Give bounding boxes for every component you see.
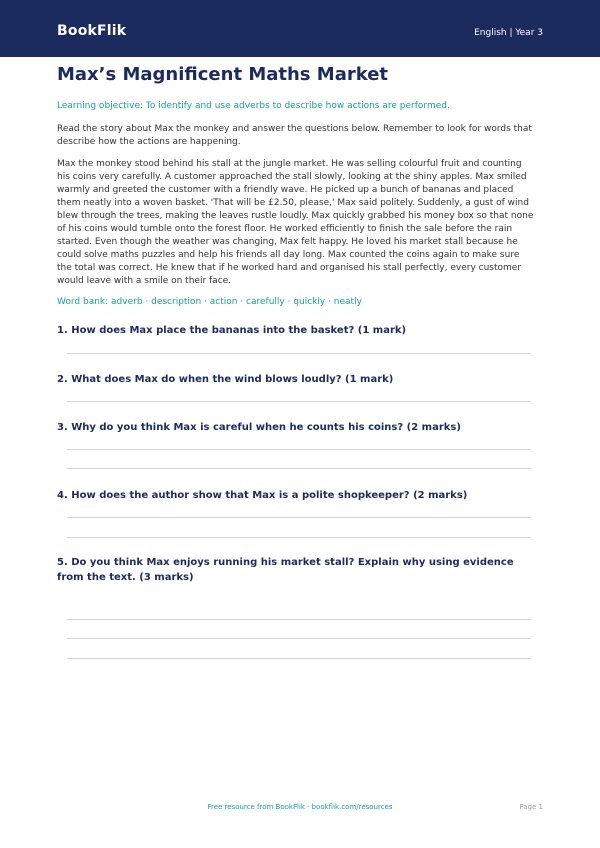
answer-line[interactable]: [67, 537, 531, 538]
question-3: 3. Why do you think Max is careful when he counts his coins? (2 marks): [57, 422, 461, 433]
subject-year-label: English | Year 3: [474, 28, 543, 38]
word-bank: Word bank: adverb · description · action · carefully · quickly · neatly: [57, 297, 362, 307]
answer-line[interactable]: [67, 658, 531, 659]
instructions: Read the story about Max the monkey and answer the questions below. Remember to look for words that describe how the actions are happening.: [57, 124, 532, 147]
answer-line[interactable]: [67, 517, 531, 518]
worksheet-body: [57, 64, 535, 309]
answer-line[interactable]: [67, 449, 531, 450]
learning-objective: Learning objective: To identify and use adverbs to describe how actions are performed.: [57, 101, 450, 111]
answer-line[interactable]: [67, 353, 531, 354]
answer-line[interactable]: [67, 619, 531, 620]
header-bar: [0, 0, 600, 57]
page-title: Max’s Magnificent Maths Market: [57, 64, 389, 85]
answer-line[interactable]: [67, 468, 531, 469]
question-5: 5. Do you think Max enjoys running his market stall? Explain why using evidence from the text. (3 marks): [57, 557, 514, 583]
answer-line[interactable]: [67, 401, 531, 402]
question-1: 1. How does Max place the bananas into the basket? (1 mark): [57, 325, 407, 336]
page-number: Page 1: [519, 803, 543, 811]
footer-resource-link[interactable]: Free resource from BookFlik · bookflik.com/resources: [207, 803, 393, 811]
story-text: Max the monkey stood behind his stall at the jungle market. He was selling colourful fruit and counting his coins very carefully. A customer approached the stall slowly, looking at the shiny apples. Max smiled warmly and greeted the customer with a friendly wave. He picked up a bunch of bananas and placed them neatly into a woven basket. 'That will be £2.50, please,' Max said politely. Suddenly, a gust of wind blew through the trees, making the leaves rustle loudly. Max quickly grabbed his money box so that none of his coins would tumble onto the forest floor. He worked efficiently to finish the sale before the rain started. Even though the weather was changing, Max felt happy. He loved his market stall because he could solve maths puzzles and help his friends all day long. Max counted the coins again to make sure the total was correct. He knew that if he worked hard and organised his stall perfectly, every customer would leave with a smile on their face.: [57, 159, 534, 286]
question-4: 4. How does the author show that Max is a polite shopkeeper? (2 marks): [57, 490, 468, 501]
question-2: 2. What does Max do when the wind blows loudly? (1 mark): [57, 374, 394, 385]
brand-logo[interactable]: BookFlik: [57, 23, 127, 39]
answer-line[interactable]: [67, 638, 531, 639]
